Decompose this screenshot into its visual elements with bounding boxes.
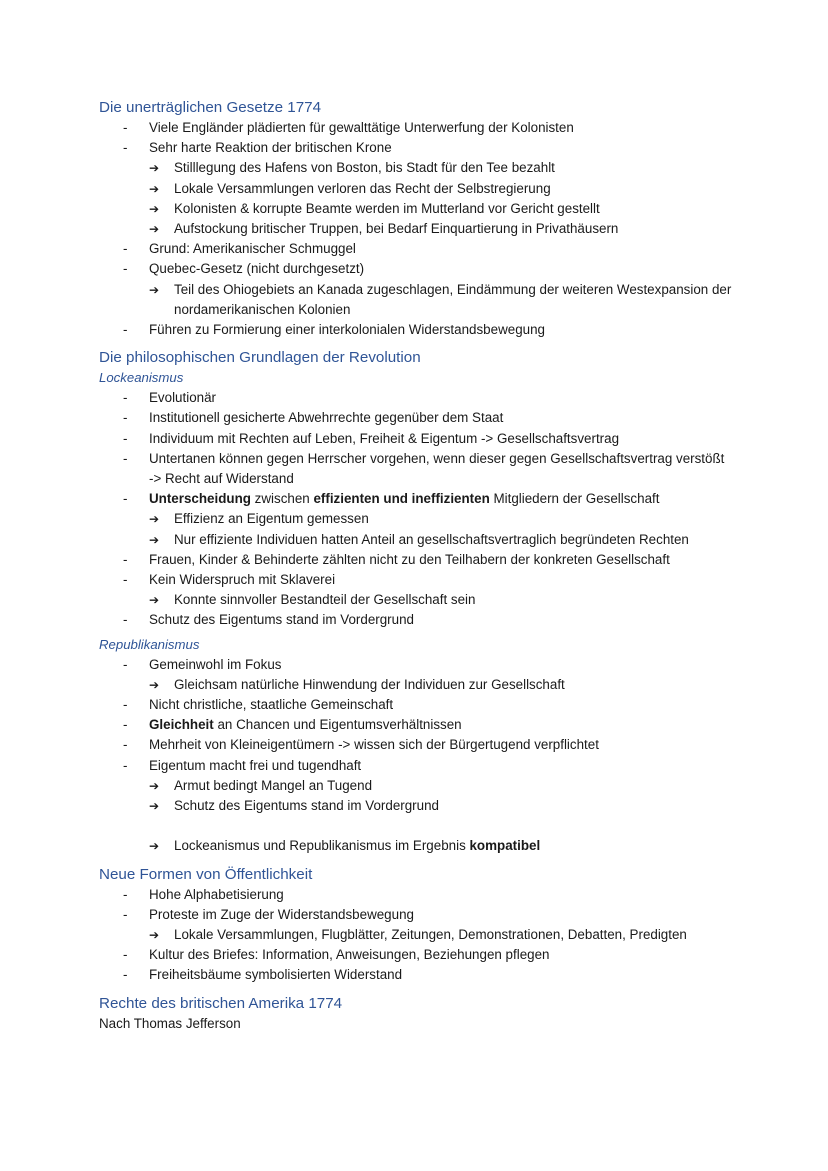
dash-list-item [0,138,828,158]
section-heading: Rechte des britischen Amerika 1774 [99,994,343,1012]
dash-list-item [0,695,828,715]
list-item-text: Kein Widerspruch mit Sklaverei [149,572,336,588]
list-item-text [174,836,754,856]
dash-bullet: - [123,612,128,628]
list-item-text: Institutionell gesicherte Abwehrrechte gegenüber dem Staat [149,410,504,426]
list-item-text: Grund: Amerikanischer Schmuggel [149,241,356,257]
arrow-right-icon: ➔ [149,532,160,547]
list-item-text: Individuum mit Rechten auf Leben, Freiheit & Eigentum -> Gesellschaftsvertrag [149,430,620,446]
list-item-text: Schutz des Eigentums stand im Vordergrund [174,798,439,814]
dash-bullet: - [123,886,128,902]
dash-bullet: - [123,757,128,773]
arrow-list-item [0,199,828,219]
arrow-list-item [0,158,828,178]
arrow-list-item [0,590,828,610]
dash-bullet: - [123,261,128,277]
list-item-text: Freiheitsbäume symbolisierten Widerstand [149,967,403,983]
dash-bullet: - [123,572,128,588]
list-item-text: Lokale Versammlungen verloren das Recht der Selbstregierung [174,180,551,196]
list-item-text: Stilllegung des Hafens von Boston, bis Stadt für den Tee bezahlt [174,160,555,176]
list-item-text: Untertanen können gegen Herrscher vorgehen, wenn dieser gegen Gesellschaftsvertrag verstößt -> Recht auf Widerstand [149,450,725,487]
arrow-list-item [0,530,828,550]
dash-bullet: - [123,241,128,257]
arrow-list-item [0,836,828,856]
dash-list-item [0,388,828,408]
section-note: Nach Thomas Jefferson [99,1015,241,1031]
list-item-text: Gleichsam natürliche Hinwendung der Individuen zur Gesellschaft [174,676,565,692]
section-heading: Die philosophischen Grundlagen der Revolution [99,349,421,367]
bold-text: Gleichheit [149,717,214,733]
list-item-text: Schutz des Eigentums stand im Vordergrund [149,612,414,628]
section-republikanismus [0,635,828,861]
dash-bullet: - [123,656,128,672]
dash-list-item [0,429,828,449]
dash-bullet: - [123,140,128,156]
list-item-text: Nicht christliche, staatliche Gemeinschaft [149,697,394,713]
list-item-text: Effizienz an Eigentum gemessen [174,511,369,527]
arrow-right-icon: ➔ [149,593,160,608]
dash-list-item [0,239,828,259]
dash-list-item [0,570,828,590]
list-item-text: Armut bedingt Mangel an Tugend [174,777,373,793]
dash-bullet: - [123,717,128,733]
section-philosophie [0,344,828,634]
arrow-right-icon: ➔ [149,799,160,814]
dash-bullet: - [123,390,128,406]
dash-bullet: - [123,430,128,446]
list-item-text: Teil des Ohiogebiets an Kanada zugeschlagen, Eindämmung der weiteren Westexpansion der nordamerikanischen Kolonien [174,281,732,317]
list-item-text: Mehrheit von Kleineigentümern -> wissen sich der Bürgertugend verpflichtet [149,737,599,753]
arrow-right-icon: ➔ [149,677,160,692]
section-subheading: Republikanismus [99,636,200,652]
dash-list-item [0,408,828,428]
text-run: an Chancen und Eigentumsverhältnissen [213,717,462,733]
list-item-text: Proteste im Zuge der Widerstandsbewegung [149,906,414,922]
list-item-text: Frauen, Kinder & Behinderte zählten nicht zu den Teilhabern der konkreten Gesellschaft [149,551,670,567]
dash-bullet: - [123,737,128,753]
arrow-right-icon: ➔ [149,927,160,942]
blank-line [0,816,828,836]
dash-bullet: - [123,967,128,983]
dash-bullet: - [123,410,128,426]
arrow-right-icon: ➔ [149,161,160,176]
bold-text: Unterscheidung [149,491,251,507]
dash-list-item [0,655,828,675]
dash-list-item [0,905,828,925]
dash-bullet: - [123,906,128,922]
arrow-right-icon: ➔ [149,201,160,216]
dash-list-item [0,735,828,755]
arrow-list-item [0,219,828,239]
list-item-text: Führen zu Formierung einer interkolonialen Widerstandsbewegung [149,322,545,338]
list-item-text: Konnte sinnvoller Bestandteil der Gesellschaft sein [174,592,476,608]
dash-bullet: - [123,551,128,567]
dash-list-item [0,550,828,570]
list-item-text [149,715,729,735]
bold-text: kompatibel [469,838,541,854]
list-item-text: Quebec-Gesetz (nicht durchgesetzt) [149,261,365,277]
arrow-list-item [0,675,828,695]
dash-list-item [0,489,828,509]
list-item-text: Sehr harte Reaktion der britischen Krone [149,140,392,156]
list-item-text: Gemeinwohl im Fokus [149,656,282,672]
list-item-text: Viele Engländer plädierten für gewalttätige Unterwerfung der Kolonisten [149,120,574,135]
arrow-list-item [0,509,828,529]
arrow-list-item [0,796,828,816]
text-run: Mitgliedern der Gesellschaft [489,491,660,507]
dash-list-item [0,756,828,776]
arrow-right-icon: ➔ [149,839,160,854]
list-item-text: Hohe Alphabetisierung [149,886,284,902]
dash-list-item [0,259,828,279]
list-item-text [149,489,729,509]
dash-list-item [0,449,828,489]
list-item-text: Eigentum macht frei und tugendhaft [149,757,362,773]
dash-bullet: - [123,322,128,338]
list-item-text: Aufstockung britischer Truppen, bei Bedarf Einquartierung in Privathäusern [174,221,619,237]
dash-list-item [0,320,828,340]
list-item-text: Kolonisten & korrupte Beamte werden im Mutterland vor Gericht gestellt [174,200,600,216]
dash-bullet: - [123,491,128,507]
document-page [0,94,828,1038]
arrow-list-item [0,280,828,320]
text-run: Lockeanismus und Republikanismus im Ergebnis [174,838,470,854]
text-run: zwischen [250,491,314,507]
arrow-right-icon: ➔ [149,778,160,793]
dash-list-item [0,945,828,965]
dash-list-item [0,965,828,985]
arrow-right-icon: ➔ [149,222,160,237]
list-item-text: Nur effiziente Individuen hatten Anteil an gesellschaftsvertraglich begründeten Rechten [174,531,689,547]
section-gap [0,1034,828,1038]
dash-bullet: - [123,450,128,466]
arrow-right-icon: ➔ [149,181,160,196]
bold-text: effizienten und ineffizienten [313,491,490,507]
arrow-list-item [0,925,828,945]
section-heading: Die unerträglichen Gesetze 1774 [99,99,322,116]
section-gesetze [0,94,828,344]
dash-list-item [0,118,828,138]
dash-list-item [0,885,828,905]
list-item-text: Kultur des Briefes: Information, Anweisungen, Beziehungen pflegen [149,947,550,963]
dash-bullet: - [123,120,128,135]
arrow-list-item [0,776,828,796]
arrow-right-icon: ➔ [149,282,160,297]
list-item-text: Evolutionär [149,390,216,406]
dash-list-item [0,610,828,630]
list-item-text: Lokale Versammlungen, Flugblätter, Zeitungen, Demonstrationen, Debatten, Predigten [174,926,687,942]
dash-bullet: - [123,697,128,713]
arrow-right-icon: ➔ [149,512,160,527]
arrow-list-item [0,179,828,199]
section-rechte [0,990,828,1038]
dash-bullet: - [123,947,128,963]
section-heading: Neue Formen von Öffentlichkeit [99,865,313,883]
dash-list-item [0,715,828,735]
section-oeffentlichkeit [0,861,828,990]
section-subheading: Lockeanismus [99,370,184,386]
